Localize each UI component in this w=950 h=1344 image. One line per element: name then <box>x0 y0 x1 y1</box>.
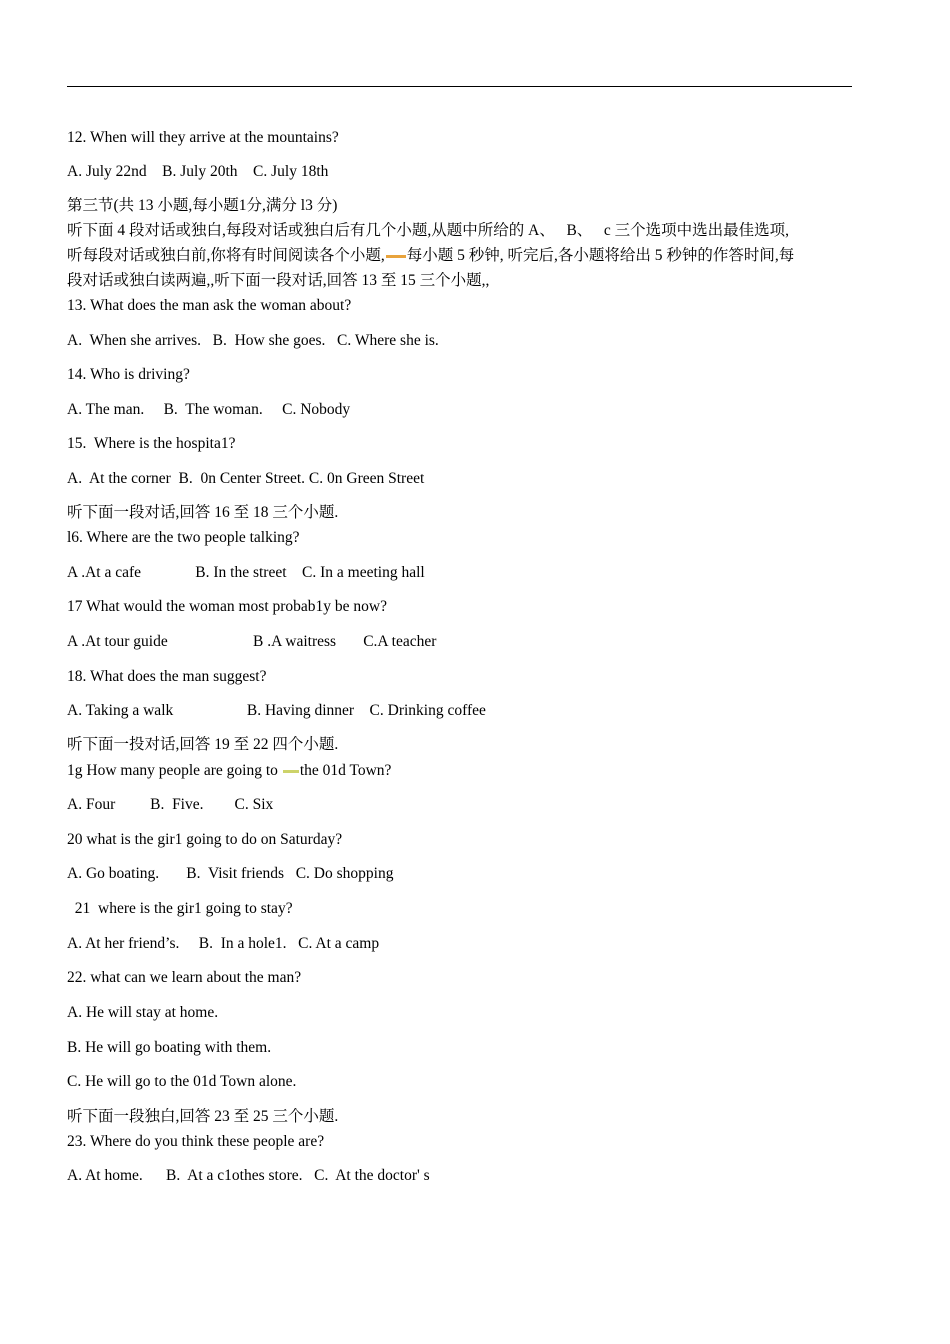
question-12-options: A. July 22nd B. July 20th C. July 18th <box>67 163 329 180</box>
question-22-option-a: A. He will stay at home. <box>67 1004 219 1021</box>
question-22-option-b: B. He will go boating with them. <box>67 1039 272 1056</box>
question-19 <box>67 761 391 781</box>
subsection-16-18: 听下面一段对话,回答 16 至 18 三个小题. <box>67 504 339 521</box>
question-22: 22. what can we learn about the man? <box>67 969 302 986</box>
instruction-line-3: 段对话或独白读两遍,,听下面一段对话,回答 13 至 15 三个小题,, <box>67 272 490 289</box>
question-23-options: A. At home. B. At a c1othes store. C. At the doctor' s <box>67 1167 430 1184</box>
question-19-part-a: 1g How many people are going to <box>67 762 282 779</box>
question-21-options: A. At her friend’s. B. In a hole1. C. At a camp <box>67 935 380 952</box>
question-15: 15. Where is the hospita1? <box>67 435 236 452</box>
question-16: l6. Where are the two people talking? <box>67 529 300 546</box>
yellow-mark-icon <box>283 770 299 773</box>
header-rule <box>67 86 852 87</box>
question-17: 17 What would the woman most probab1y be now? <box>67 598 387 615</box>
question-20: 20 what is the gir1 going to do on Saturday? <box>67 831 343 848</box>
question-14: 14. Who is driving? <box>67 366 190 383</box>
question-19-part-b: the 01d Town? <box>299 762 392 779</box>
question-21: 21 where is the gir1 going to stay? <box>67 900 293 917</box>
question-15-options: A. At the corner B. 0n Center Street. C. 0n Green Street <box>67 470 425 487</box>
subsection-19-22: 听下面一投对话,回答 19 至 22 四个小题. <box>67 736 339 753</box>
question-19-options: A. Four B. Five. C. Six <box>67 796 274 813</box>
question-18-options: A. Taking a walk B. Having dinner C. Drinking coffee <box>67 702 486 719</box>
instruction-line-1: 听下面 4 段对话或独白,每段对话或独白后有几个小题,从题中所给的 A、 B、 c 三个选项中选出最佳选项, <box>67 222 790 239</box>
question-23: 23. Where do you think these people are? <box>67 1133 325 1150</box>
orange-mark-icon <box>386 255 406 258</box>
question-18: 18. What does the man suggest? <box>67 668 267 685</box>
question-14-options: A. The man. B. The woman. C. Nobody <box>67 401 351 418</box>
question-13: 13. What does the man ask the woman about? <box>67 297 352 314</box>
question-22-option-c: C. He will go to the 01d Town alone. <box>67 1073 297 1090</box>
question-20-options: A. Go boating. B. Visit friends C. Do shopping <box>67 865 394 882</box>
section-3-title: 第三节(共 13 小题,每小题1分,满分 l3 分) <box>67 197 338 214</box>
question-13-options: A. When she arrives. B. How she goes. C. Where she is. <box>67 332 439 349</box>
instruction-line-2-part-b: 每小题 5 秒钟, 听完后,各小题将给出 5 秒钟的作答时间,每 <box>406 247 795 264</box>
instruction-line-2-part-a: 听每段对话或独白前,你将有时间阅读各个小题, <box>67 247 385 264</box>
question-12: 12. When will they arrive at the mountains? <box>67 129 339 146</box>
instruction-line-2 <box>67 246 794 266</box>
question-17-options: A .At tour guide B .A waitress C.A teacher <box>67 633 437 650</box>
subsection-23-25: 听下面一段独白,回答 23 至 25 三个小题. <box>67 1108 339 1125</box>
question-16-options: A .At a cafe B. In the street C. In a meeting hall <box>67 564 425 581</box>
